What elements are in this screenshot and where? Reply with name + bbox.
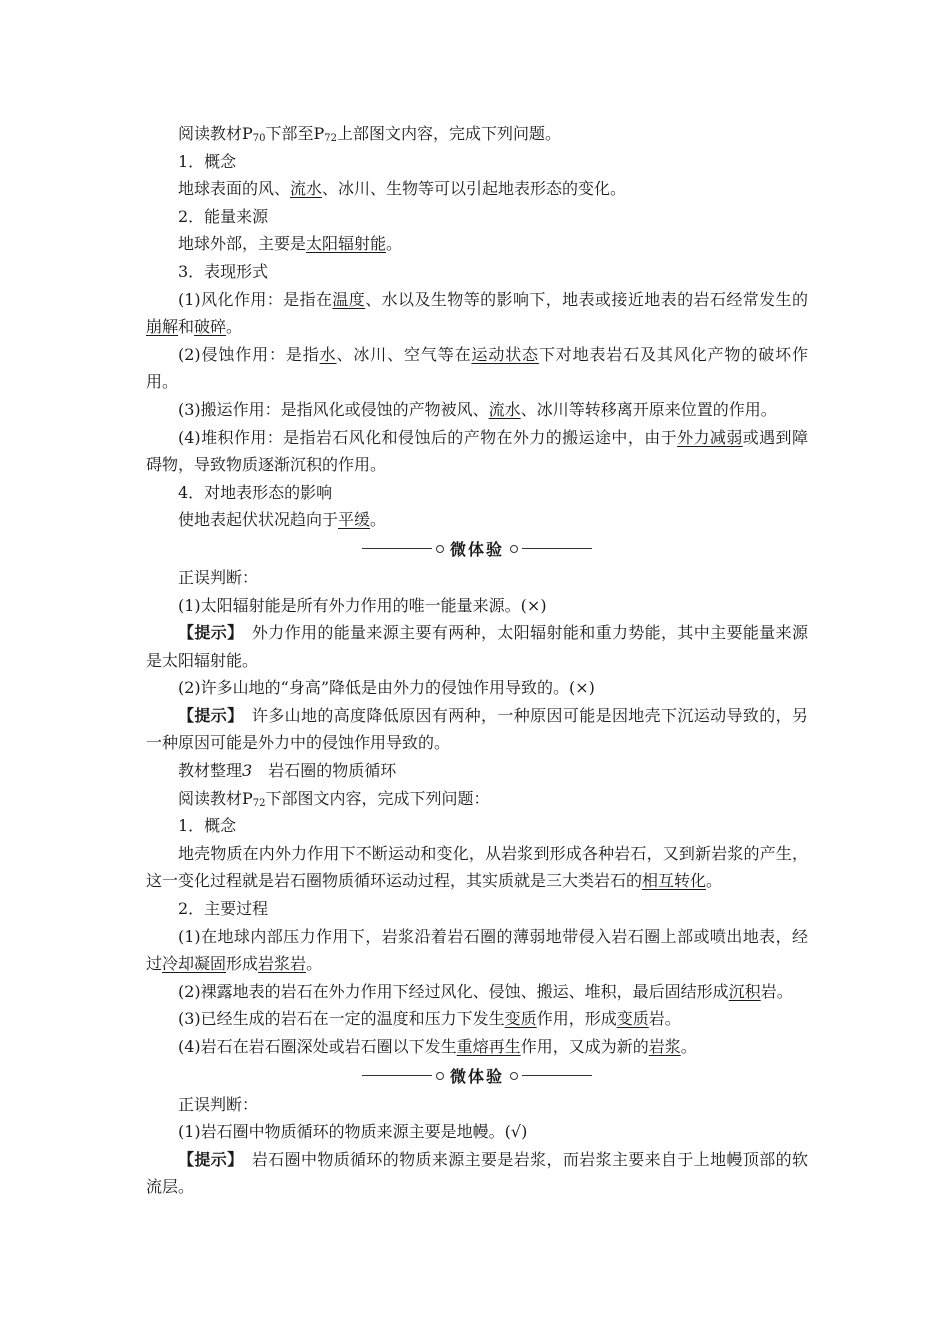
energy-source-text: 地球外部，主要是太阳辐射能。 <box>178 234 403 254</box>
divider-line <box>522 548 592 549</box>
heading-concept: 1．概念 <box>178 151 237 171</box>
tip-3: 【提示】 岩石圈中物质循环的物质来源主要是岩浆，而岩浆主要来自于上地幔顶部的软流层。 <box>146 1149 808 1197</box>
heading-impact: 4．对地表形态的影响 <box>178 482 333 502</box>
divider-line <box>362 548 432 549</box>
divider-label: 微体验 <box>449 1067 504 1087</box>
heading-forms: 3．表现形式 <box>178 261 269 281</box>
divider-circle-icon <box>436 1072 444 1080</box>
divider-line <box>522 1075 592 1076</box>
section-divider <box>146 1061 808 1091</box>
heading-concept-2: 1．概念 <box>178 816 237 836</box>
divider-circle-icon <box>510 545 518 553</box>
form-transport: (3)搬运作用：是指风化或侵蚀的产物被风、流水、冰川等转移离开原来位置的作用。 <box>178 399 777 419</box>
heading-process: 2．主要过程 <box>178 899 269 919</box>
divider-label: 微体验 <box>449 540 504 560</box>
form-weathering: (1)风化作用：是指在温度、水以及生物等的影响下，地表或接近地表的岩石经常发生的崩解和破碎。 <box>146 289 808 337</box>
tip-2: 【提示】 许多山地的高度降低原因有两种，一种原因可能是因地壳下沉运动导致的，另一种原因可能是外力中的侵蚀作用导致的。 <box>146 705 808 753</box>
divider-circle-icon <box>436 545 444 553</box>
process-2: (2)裸露地表的岩石在外力作用下经过风化、侵蚀、搬运、堆积，最后固结形成沉积岩。 <box>178 981 793 1001</box>
intro-paragraph-2: 阅读教材$P_{72}$下部图文内容，完成下列问题： <box>178 788 490 809</box>
document-page <box>146 120 808 1201</box>
intro-paragraph: 阅读教材$P_{70}$下部至$P_{72}$上部图文内容，完成下列问题。 <box>178 124 562 144</box>
form-deposition: (4)堆积作用：是指岩石风化和侵蚀后的产物在外力的搬运途中，由于外力减弱或遇到障碍物，导致物质逐渐沉积的作用。 <box>146 427 808 475</box>
heading-energy-source: 2．能量来源 <box>178 206 269 226</box>
process-4: (4)岩石在岩石圈深处或岩石圈以下发生重熔再生作用，又成为新的岩浆。 <box>178 1037 697 1056</box>
judgement-label: 正误判断： <box>178 1094 259 1114</box>
question-1: (1)太阳辐射能是所有外力作用的唯一能量来源。(×) <box>178 595 547 615</box>
form-erosion: (2)侵蚀作用：是指水、冰川、空气等在运动状态下对地表岩石及其风化产物的破坏作用。 <box>146 344 808 392</box>
question-3: (1)岩石圈中物质循环的物质来源主要是地幔。(√) <box>178 1122 528 1142</box>
judgement-label: 正误判断： <box>178 567 259 587</box>
process-1: (1)在地球内部压力作用下，岩浆沿着岩石圈的薄弱地带侵入岩石圈上部或喷出地表，经过冷却凝固形成岩浆岩。 <box>146 926 808 974</box>
section-divider <box>146 534 808 564</box>
divider-line <box>362 1075 432 1076</box>
divider-circle-icon <box>510 1072 518 1080</box>
tip-1: 【提示】 外力作用的能量来源主要有两种，太阳辐射能和重力势能，其中主要能量来源是太阳辐射能。 <box>146 623 808 670</box>
process-3: (3)已经生成的岩石在一定的温度和压力下发生变质作用，形成变质岩。 <box>178 1009 681 1029</box>
section-heading-3: 教材整理3 岩石圈的物质循环 <box>178 761 397 781</box>
concept-text-2: 地壳物质在内外力作用下不断运动和变化，从岩浆到形成各种岩石，又到新岩浆的产生，这一变化过程就是岩石圈物质循环运动过程，其实质就是三大类岩石的相互转化。 <box>146 843 808 891</box>
concept-text: 地球表面的风、流水、冰川、生物等可以引起地表形态的变化。 <box>178 179 627 199</box>
impact-text: 使地表起伏状况趋向于平缓。 <box>178 510 387 530</box>
question-2: (2)许多山地的“身高”降低是由外力的侵蚀作用导致的。(×) <box>178 678 595 698</box>
